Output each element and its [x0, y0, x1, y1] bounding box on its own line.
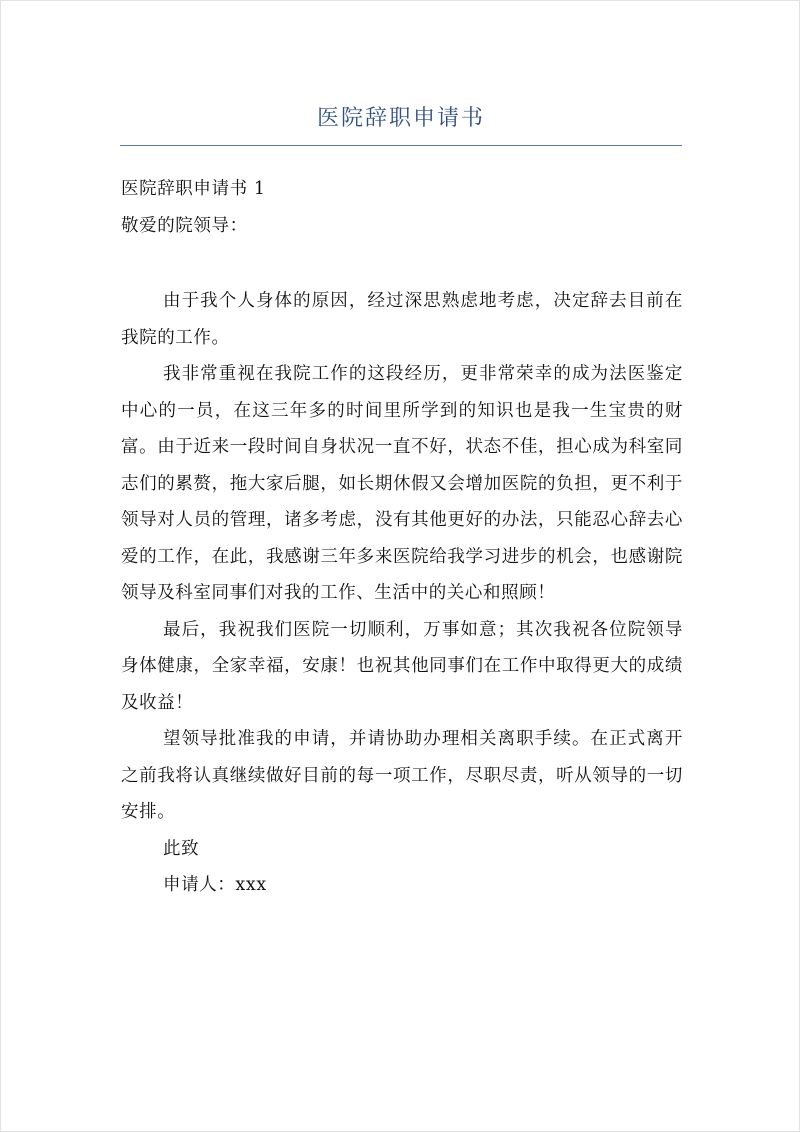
document-title: 医院辞职申请书	[316, 106, 485, 131]
paragraph-request: 望领导批准我的申请，并请协助办理相关离职手续。在正式离开之前我将认真继续做好目前的每一项工作，尽职尽责，听从领导的一切安排。	[121, 729, 683, 822]
blank-line	[121, 244, 683, 283]
salutation: 敬爱的院领导：	[121, 215, 248, 236]
document-subtitle: 医院辞职申请书 1	[121, 179, 266, 199]
paragraph-reason: 由于我个人身体的原因，经过深思熟虑地考虑，决定辞去目前在我院的工作。	[121, 291, 683, 348]
signature: 申请人：xxx	[163, 875, 267, 895]
title-underline	[120, 145, 682, 146]
document-body	[121, 171, 683, 904]
paragraph-gratitude: 我非常重视在我院工作的这段经历，更非常荣幸的成为法医鉴定中心的一员，在这三年多的时间里所学到的知识也是我一生宝贵的财富。由于近来一段时间自身状况一直不好，状态不佳，担心成为科室同志们的累赘，拖大家后腿，如长期休假又会增加医院的负担，更不利于领导对人员的管理，诸多考虑，没有其他更好的办法，只能忍心辞去心爱的工作，在此，我感谢三年多来医院给我学习进步的机会，也感谢院领导及科室同事们对我的工作、生活中的关心和照顾！	[121, 364, 683, 603]
paragraph-wishes: 最后，我祝我们医院一切顺利，万事如意；其次我祝各位院领导身体健康，全家幸福，安康！也祝其他同事们在工作中取得更大的成绩及收益！	[121, 619, 683, 713]
closing: 此致	[163, 838, 200, 859]
